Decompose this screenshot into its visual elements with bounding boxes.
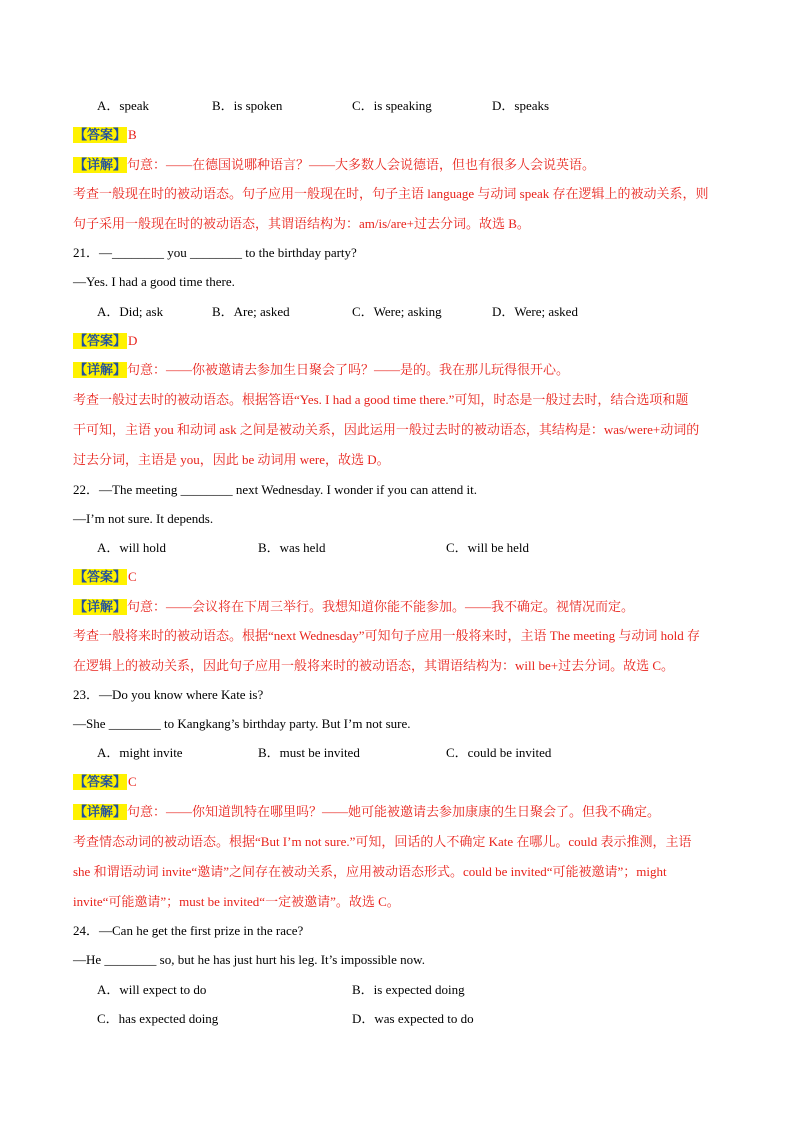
q24-stem-2: —He ________ so, but he has just hurt his leg. It’s impossible now. <box>73 952 425 967</box>
q21-option-d: D．Were; asked <box>492 304 578 319</box>
answer-tag: 【答案】 <box>74 333 127 348</box>
answer-letter: B <box>128 127 137 142</box>
q21-answer <box>73 333 137 349</box>
q21-option-c: C．Were; asking <box>352 304 442 319</box>
q23-option-b: B．must be invited <box>258 745 360 760</box>
q20-detail-1 <box>73 157 595 173</box>
q23-detail-3: she 和谓语动词 invite“邀请”之间存在被动关系，应用被动语态形式。could be invited“可能被邀请”；might <box>73 864 667 879</box>
q22-answer <box>73 569 137 585</box>
q24-option-a: A．will expect to do <box>97 982 207 997</box>
detail-tag: 【详解】 <box>74 599 127 614</box>
q23-detail-1 <box>73 804 660 820</box>
q23-stem-2: —She ________ to Kangkang’s birthday party. But I’m not sure. <box>73 716 411 731</box>
q24-option-b: B．is expected doing <box>352 982 465 997</box>
q20-detail-3: 句子采用一般现在时的被动语态，其谓语结构为：am/is/are+过去分词。故选 B。 <box>73 216 530 231</box>
q22-option-b: B．was held <box>258 540 326 555</box>
q20-detail-2: 考查一般现在时的被动语态。句子应用一般现在时，句子主语 language 与动词 speak 存在逻辑上的被动关系，则 <box>73 186 709 201</box>
q20-answer <box>73 127 137 143</box>
q21-stem-1: 21．—________ you ________ to the birthday party? <box>73 245 357 260</box>
q22-stem-1: 22．—The meeting ________ next Wednesday. I wonder if you can attend it. <box>73 482 478 497</box>
q23-stem-1: 23．—Do you know where Kate is? <box>73 687 264 702</box>
q24-option-c: C．has expected doing <box>97 1011 219 1026</box>
q20-option-b: B．is spoken <box>212 98 283 113</box>
detail-tag: 【详解】 <box>74 362 127 377</box>
q20-option-a: A．speak <box>97 98 149 113</box>
answer-tag: 【答案】 <box>74 774 127 789</box>
q20-option-c: C．is speaking <box>352 98 432 113</box>
answer-letter: C <box>128 774 137 789</box>
detail-tag: 【详解】 <box>74 157 127 172</box>
q21-stem-2: —Yes. I had a good time there. <box>73 274 235 289</box>
detail-text: 句意：——你知道凯特在哪里吗？——她可能被邀请去参加康康的生日聚会了。但我不确定。 <box>127 804 661 819</box>
answer-tag: 【答案】 <box>74 569 127 584</box>
q21-detail-4: 过去分词，主语是 you，因此 be 动词用 were，故选 D。 <box>73 452 390 467</box>
answer-letter: C <box>128 569 137 584</box>
detail-text: 句意：——会议将在下周三举行。我想知道你能不能参加。——我不确定。视情况而定。 <box>127 599 635 614</box>
q23-option-c: C．could be invited <box>446 745 552 760</box>
q22-option-a: A．will hold <box>97 540 166 555</box>
q21-option-b: B．Are; asked <box>212 304 290 319</box>
q23-detail-2: 考查情态动词的被动语态。根据“But I’m not sure.”可知，回话的人不确定 Kate 在哪儿。could 表示推测，主语 <box>73 834 692 849</box>
detail-tag: 【详解】 <box>74 804 127 819</box>
q23-detail-4: invite“可能邀请”；must be invited“一定被邀请”。故选 C。 <box>73 894 400 909</box>
q22-detail-1 <box>73 599 634 615</box>
q24-stem-1: 24．—Can he get the first prize in the race? <box>73 923 304 938</box>
q24-option-d: D．was expected to do <box>352 1011 474 1026</box>
q21-detail-1 <box>73 362 569 378</box>
q22-option-c: C．will be held <box>446 540 530 555</box>
detail-text: 句意：——你被邀请去参加生日聚会了吗？——是的。我在那儿玩得很开心。 <box>127 362 570 377</box>
detail-text: 句意：——在德国说哪种语言？——大多数人会说德语，但也有很多人会说英语。 <box>127 157 596 172</box>
answer-tag: 【答案】 <box>74 127 127 142</box>
q22-detail-3: 在逻辑上的被动关系，因此句子应用一般将来时的被动语态，其谓语结构为：will be+过去分词。故选 C。 <box>73 658 674 673</box>
q21-option-a: A．Did; ask <box>97 304 164 319</box>
q22-detail-2: 考查一般将来时的被动语态。根据“next Wednesday”可知句子应用一般将来时，主语 The meeting 与动词 hold 存 <box>73 628 700 643</box>
q23-option-a: A．might invite <box>97 745 183 760</box>
q21-detail-2: 考查一般过去时的被动语态。根据答语“Yes. I had a good time there.”可知，时态是一般过去时，结合选项和题 <box>73 392 689 407</box>
q23-answer <box>73 774 137 790</box>
answer-letter: D <box>128 333 138 348</box>
q22-stem-2: —I’m not sure. It depends. <box>73 511 214 526</box>
q20-option-d: D．speaks <box>492 98 550 113</box>
q21-detail-3: 干可知，主语 you 和动词 ask 之间是被动关系，因此运用一般过去时的被动语态，其结构是：was/were+动词的 <box>73 422 700 437</box>
